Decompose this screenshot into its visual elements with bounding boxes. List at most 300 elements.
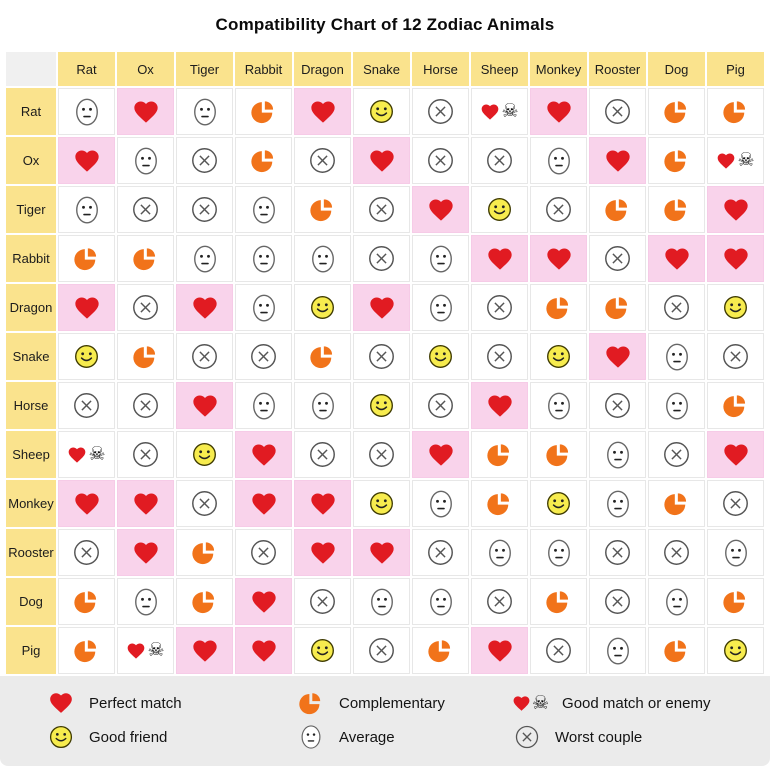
pie-icon [531, 294, 586, 321]
circle-x-icon [177, 489, 232, 518]
legend-item-friend [46, 724, 296, 750]
pie-icon [649, 147, 704, 174]
matrix-cell-snake-rooster [589, 333, 646, 380]
matrix-cell-ox-dog [648, 137, 705, 184]
heart-icon [590, 343, 645, 371]
neutral-face-icon [649, 342, 704, 372]
row-header-dog: Dog [6, 578, 56, 625]
skull-glyph: ☠ [532, 691, 550, 714]
heart-icon [531, 98, 586, 126]
matrix-cell-rat-ox [117, 88, 174, 135]
matrix-cell-monkey-dog [648, 480, 705, 527]
heart-icon [472, 637, 527, 665]
pie-icon [649, 637, 704, 664]
pie-icon [177, 539, 232, 566]
table-row [6, 235, 764, 282]
table-row [6, 88, 764, 135]
neutral-face-icon [177, 97, 232, 127]
table-row [6, 480, 764, 527]
matrix-cell-sheep-snake [353, 431, 410, 478]
matrix-cell-horse-sheep [471, 382, 528, 429]
matrix-cell-sheep-monkey [530, 431, 587, 478]
matrix-cell-horse-dog [648, 382, 705, 429]
matrix-cell-ox-horse [412, 137, 469, 184]
matrix-cell-sheep-sheep [471, 431, 528, 478]
matrix-cell-dragon-dragon [294, 284, 351, 331]
pie-icon [649, 196, 704, 223]
matrix-cell-rabbit-horse [412, 235, 469, 282]
heart-skull-icon [708, 151, 763, 171]
matrix-cell-snake-snake [353, 333, 410, 380]
neutral-face-icon [590, 636, 645, 666]
heart-icon [118, 539, 173, 567]
matrix-cell-rabbit-monkey [530, 235, 587, 282]
matrix-cell-rooster-sheep [471, 529, 528, 576]
legend-label: Perfect match [89, 694, 182, 712]
circle-x-icon [472, 146, 527, 175]
smiley-icon [531, 343, 586, 370]
matrix-cell-rabbit-pig [707, 235, 764, 282]
row-header-pig: Pig [6, 627, 56, 674]
matrix-cell-sheep-horse [412, 431, 469, 478]
neutral-face-icon [236, 293, 291, 323]
matrix-cell-snake-ox [117, 333, 174, 380]
circle-x-icon [177, 146, 232, 175]
smiley-icon [413, 343, 468, 370]
table-row [6, 382, 764, 429]
row-header-rabbit: Rabbit [6, 235, 56, 282]
matrix-cell-pig-snake [353, 627, 410, 674]
matrix-cell-snake-rat [58, 333, 115, 380]
matrix-cell-rooster-pig [707, 529, 764, 576]
heart-icon [59, 147, 114, 175]
matrix-cell-snake-dragon [294, 333, 351, 380]
row-header-monkey: Monkey [6, 480, 56, 527]
matrix-cell-monkey-rat [58, 480, 115, 527]
matrix-cell-snake-tiger [176, 333, 233, 380]
smiley-icon [177, 441, 232, 468]
matrix-cell-ox-snake [353, 137, 410, 184]
matrix-cell-rabbit-sheep [471, 235, 528, 282]
matrix-cell-pig-rat [58, 627, 115, 674]
pie-icon [708, 392, 763, 419]
table-row [6, 137, 764, 184]
matrix-cell-horse-horse [412, 382, 469, 429]
matrix-cell-dragon-tiger [176, 284, 233, 331]
matrix-cell-rooster-rat [58, 529, 115, 576]
pie-icon [413, 637, 468, 664]
matrix-cell-tiger-rat [58, 186, 115, 233]
circle-x-icon [236, 538, 291, 567]
neutral-face-icon [354, 587, 409, 617]
matrix-cell-dog-pig [707, 578, 764, 625]
matrix-cell-snake-rabbit [235, 333, 292, 380]
matrix-cell-rat-dragon [294, 88, 351, 135]
matrix-cell-snake-pig [707, 333, 764, 380]
matrix-cell-ox-sheep [471, 137, 528, 184]
circle-x-icon [59, 538, 114, 567]
legend-item-comp [296, 690, 512, 716]
smiley-icon [354, 490, 409, 517]
matrix-cell-rabbit-snake [353, 235, 410, 282]
legend-item-worst [512, 724, 760, 750]
heart-icon [708, 245, 763, 273]
pie-icon [531, 441, 586, 468]
neutral-face-icon [177, 244, 232, 274]
neutral-face-icon [236, 244, 291, 274]
matrix-cell-horse-tiger [176, 382, 233, 429]
matrix-cell-rooster-dragon [294, 529, 351, 576]
circle-x-icon [354, 244, 409, 273]
neutral-face-icon [295, 391, 350, 421]
matrix-cell-ox-ox [117, 137, 174, 184]
matrix-cell-rat-sheep [471, 88, 528, 135]
matrix-cell-horse-rooster [589, 382, 646, 429]
column-header-rooster: Rooster [589, 52, 646, 86]
matrix-cell-tiger-monkey [530, 186, 587, 233]
circle-x-icon [531, 636, 586, 665]
matrix-cell-rabbit-rooster [589, 235, 646, 282]
circle-x-icon [177, 195, 232, 224]
matrix-cell-pig-pig [707, 627, 764, 674]
circle-x-icon [649, 538, 704, 567]
row-header-sheep: Sheep [6, 431, 56, 478]
circle-x-icon [649, 440, 704, 469]
page-title: Compatibility Chart of 12 Zodiac Animals [215, 15, 555, 34]
matrix-cell-tiger-horse [412, 186, 469, 233]
circle-x-icon [413, 97, 468, 126]
matrix-cell-sheep-rabbit [235, 431, 292, 478]
table-row [6, 529, 764, 576]
matrix-cell-dragon-rabbit [235, 284, 292, 331]
neutral-face-icon [236, 195, 291, 225]
neutral-face-icon [590, 440, 645, 470]
matrix-cell-tiger-pig [707, 186, 764, 233]
heart-icon [413, 196, 468, 224]
matrix-cell-rat-pig [707, 88, 764, 135]
neutral-face-icon [649, 391, 704, 421]
matrix-cell-monkey-sheep [471, 480, 528, 527]
matrix-cell-rooster-ox [117, 529, 174, 576]
matrix-cell-rat-monkey [530, 88, 587, 135]
row-header-rat: Rat [6, 88, 56, 135]
circle-x-icon [354, 195, 409, 224]
pie-icon [118, 343, 173, 370]
matrix-cell-monkey-dragon [294, 480, 351, 527]
heart-skull-icon [59, 445, 114, 465]
pie-icon [59, 637, 114, 664]
matrix-cell-rabbit-rabbit [235, 235, 292, 282]
table-row [6, 186, 764, 233]
neutral-face-icon [413, 293, 468, 323]
neutral-face-icon [531, 146, 586, 176]
circle-x-icon [413, 391, 468, 420]
matrix-cell-monkey-pig [707, 480, 764, 527]
heart-icon [295, 98, 350, 126]
matrix-cell-dog-monkey [530, 578, 587, 625]
heart-icon [413, 441, 468, 469]
column-header-sheep: Sheep [471, 52, 528, 86]
circle-x-icon [472, 293, 527, 322]
circle-x-icon [177, 342, 232, 371]
heart-icon [236, 637, 291, 665]
matrix-cell-ox-tiger [176, 137, 233, 184]
matrix-cell-dog-tiger [176, 578, 233, 625]
legend-label: Complementary [339, 694, 445, 712]
skull-glyph: ☠ [737, 149, 755, 171]
neutral-face-icon [531, 538, 586, 568]
table-row [6, 627, 764, 674]
matrix-cell-ox-rooster [589, 137, 646, 184]
matrix-cell-ox-rabbit [235, 137, 292, 184]
matrix-cell-pig-monkey [530, 627, 587, 674]
pie-icon [177, 588, 232, 615]
circle-x-icon [295, 440, 350, 469]
matrix-cell-dragon-dog [648, 284, 705, 331]
legend-item-perfect [46, 690, 296, 716]
matrix-cell-pig-dragon [294, 627, 351, 674]
compatibility-table [4, 50, 766, 676]
smiley-icon [295, 637, 350, 664]
circle-x-icon [590, 244, 645, 273]
column-header-rat: Rat [58, 52, 115, 86]
smiley-icon [472, 196, 527, 223]
neutral-face-icon [649, 587, 704, 617]
legend-item-avg [296, 724, 512, 750]
matrix-cell-tiger-snake [353, 186, 410, 233]
smiley-icon [46, 724, 76, 750]
matrix-cell-dog-dragon [294, 578, 351, 625]
matrix-cell-dragon-pig [707, 284, 764, 331]
matrix-cell-snake-dog [648, 333, 705, 380]
matrix-cell-rat-dog [648, 88, 705, 135]
matrix-cell-sheep-tiger [176, 431, 233, 478]
circle-x-icon [295, 587, 350, 616]
table-row [6, 333, 764, 380]
matrix-cell-monkey-horse [412, 480, 469, 527]
circle-x-icon [531, 195, 586, 224]
pie-icon [296, 690, 326, 716]
neutral-face-icon [413, 587, 468, 617]
heart-icon [118, 98, 173, 126]
matrix-cell-rabbit-ox [117, 235, 174, 282]
header-row [6, 52, 764, 86]
heart-icon [354, 539, 409, 567]
row-header-snake: Snake [6, 333, 56, 380]
neutral-face-icon [118, 146, 173, 176]
matrix-cell-horse-snake [353, 382, 410, 429]
column-header-tiger: Tiger [176, 52, 233, 86]
matrix-cell-sheep-ox [117, 431, 174, 478]
matrix-cell-rooster-tiger [176, 529, 233, 576]
circle-x-icon [590, 391, 645, 420]
matrix-cell-monkey-monkey [530, 480, 587, 527]
pie-icon [295, 343, 350, 370]
heart-icon [472, 245, 527, 273]
pie-icon [59, 245, 114, 272]
legend-label: Worst couple [555, 728, 643, 746]
matrix-cell-ox-dragon [294, 137, 351, 184]
circle-x-icon [354, 636, 409, 665]
matrix-cell-sheep-rat [58, 431, 115, 478]
neutral-face-icon [296, 724, 326, 750]
matrix-cell-snake-horse [412, 333, 469, 380]
pie-icon [708, 588, 763, 615]
neutral-face-icon [413, 489, 468, 519]
heart-icon [177, 637, 232, 665]
heart-skull-icon [512, 691, 550, 714]
matrix-cell-sheep-rooster [589, 431, 646, 478]
legend-label: Good match or enemy [562, 694, 711, 712]
matrix-cell-rooster-monkey [530, 529, 587, 576]
circle-x-icon [708, 489, 763, 518]
heart-icon [649, 245, 704, 273]
matrix-cell-dog-snake [353, 578, 410, 625]
heart-icon [59, 490, 114, 518]
circle-x-icon [354, 440, 409, 469]
matrix-cell-rat-rabbit [235, 88, 292, 135]
neutral-face-icon [118, 587, 173, 617]
neutral-face-icon [59, 97, 114, 127]
heart-icon [46, 690, 76, 716]
circle-x-icon [295, 146, 350, 175]
pie-icon [472, 441, 527, 468]
circle-x-icon [590, 97, 645, 126]
heart-icon [236, 588, 291, 616]
matrix-cell-dragon-ox [117, 284, 174, 331]
circle-x-icon [649, 293, 704, 322]
matrix-cell-snake-sheep [471, 333, 528, 380]
heart-icon [354, 294, 409, 322]
matrix-cell-pig-dog [648, 627, 705, 674]
smiley-icon [708, 637, 763, 664]
heart-icon [295, 490, 350, 518]
neutral-face-icon [472, 538, 527, 568]
legend-item-enemy [512, 691, 760, 714]
circle-x-icon [472, 587, 527, 616]
circle-x-icon [413, 538, 468, 567]
matrix-cell-dog-rat [58, 578, 115, 625]
matrix-cell-rabbit-rat [58, 235, 115, 282]
skull-glyph: ☠ [88, 443, 106, 465]
pie-icon [472, 490, 527, 517]
matrix-cell-horse-rat [58, 382, 115, 429]
smiley-icon [295, 294, 350, 321]
heart-icon [354, 147, 409, 175]
smiley-icon [531, 490, 586, 517]
circle-x-icon [118, 440, 173, 469]
neutral-face-icon [413, 244, 468, 274]
neutral-face-icon [295, 244, 350, 274]
matrix-cell-horse-monkey [530, 382, 587, 429]
matrix-cell-pig-ox [117, 627, 174, 674]
legend [0, 676, 770, 766]
heart-icon [708, 196, 763, 224]
column-header-ox: Ox [117, 52, 174, 86]
corner-cell [6, 52, 56, 86]
table-header-row [6, 52, 764, 86]
matrix-cell-dragon-rooster [589, 284, 646, 331]
matrix-cell-dog-rabbit [235, 578, 292, 625]
matrix-cell-dragon-monkey [530, 284, 587, 331]
matrix-cell-pig-horse [412, 627, 469, 674]
column-header-pig: Pig [707, 52, 764, 86]
column-header-snake: Snake [353, 52, 410, 86]
heart-icon [236, 490, 291, 518]
heart-skull-icon [472, 102, 527, 122]
circle-x-icon [413, 146, 468, 175]
row-header-dragon: Dragon [6, 284, 56, 331]
table-body [6, 88, 764, 674]
matrix-cell-tiger-rooster [589, 186, 646, 233]
circle-x-icon [59, 391, 114, 420]
column-header-horse: Horse [412, 52, 469, 86]
row-header-rooster: Rooster [6, 529, 56, 576]
pie-icon [236, 147, 291, 174]
matrix-cell-ox-monkey [530, 137, 587, 184]
matrix-cell-rabbit-dragon [294, 235, 351, 282]
heart-skull-icon [118, 641, 173, 661]
matrix-cell-snake-monkey [530, 333, 587, 380]
neutral-face-icon [236, 391, 291, 421]
matrix-cell-horse-pig [707, 382, 764, 429]
matrix-cell-dog-rooster [589, 578, 646, 625]
heart-icon [118, 490, 173, 518]
pie-icon [118, 245, 173, 272]
row-header-ox: Ox [6, 137, 56, 184]
matrix-cell-rat-horse [412, 88, 469, 135]
skull-glyph: ☠ [501, 100, 519, 122]
smiley-icon [354, 392, 409, 419]
matrix-cell-rabbit-dog [648, 235, 705, 282]
circle-x-icon [118, 391, 173, 420]
legend-label: Average [339, 728, 395, 746]
heart-icon [295, 539, 350, 567]
circle-x-icon [118, 195, 173, 224]
matrix-cell-rooster-dog [648, 529, 705, 576]
matrix-cell-sheep-pig [707, 431, 764, 478]
matrix-cell-horse-dragon [294, 382, 351, 429]
matrix-cell-dragon-horse [412, 284, 469, 331]
circle-x-icon [472, 342, 527, 371]
matrix-cell-tiger-ox [117, 186, 174, 233]
pie-icon [236, 98, 291, 125]
table-row [6, 431, 764, 478]
heart-icon [531, 245, 586, 273]
table-row [6, 284, 764, 331]
matrix-cell-rooster-snake [353, 529, 410, 576]
matrix-cell-rat-tiger [176, 88, 233, 135]
matrix-cell-tiger-dragon [294, 186, 351, 233]
matrix-cell-rat-snake [353, 88, 410, 135]
neutral-face-icon [531, 391, 586, 421]
column-header-dog: Dog [648, 52, 705, 86]
matrix-cell-dog-dog [648, 578, 705, 625]
heart-icon [177, 392, 232, 420]
matrix-cell-tiger-tiger [176, 186, 233, 233]
matrix-cell-rooster-rabbit [235, 529, 292, 576]
column-header-rabbit: Rabbit [235, 52, 292, 86]
matrix-cell-monkey-tiger [176, 480, 233, 527]
table-row [6, 578, 764, 625]
legend-label: Good friend [89, 728, 168, 746]
matrix-cell-tiger-dog [648, 186, 705, 233]
heart-icon [590, 147, 645, 175]
matrix-cell-dog-horse [412, 578, 469, 625]
column-header-dragon: Dragon [294, 52, 351, 86]
matrix-cell-rabbit-tiger [176, 235, 233, 282]
pie-icon [708, 98, 763, 125]
